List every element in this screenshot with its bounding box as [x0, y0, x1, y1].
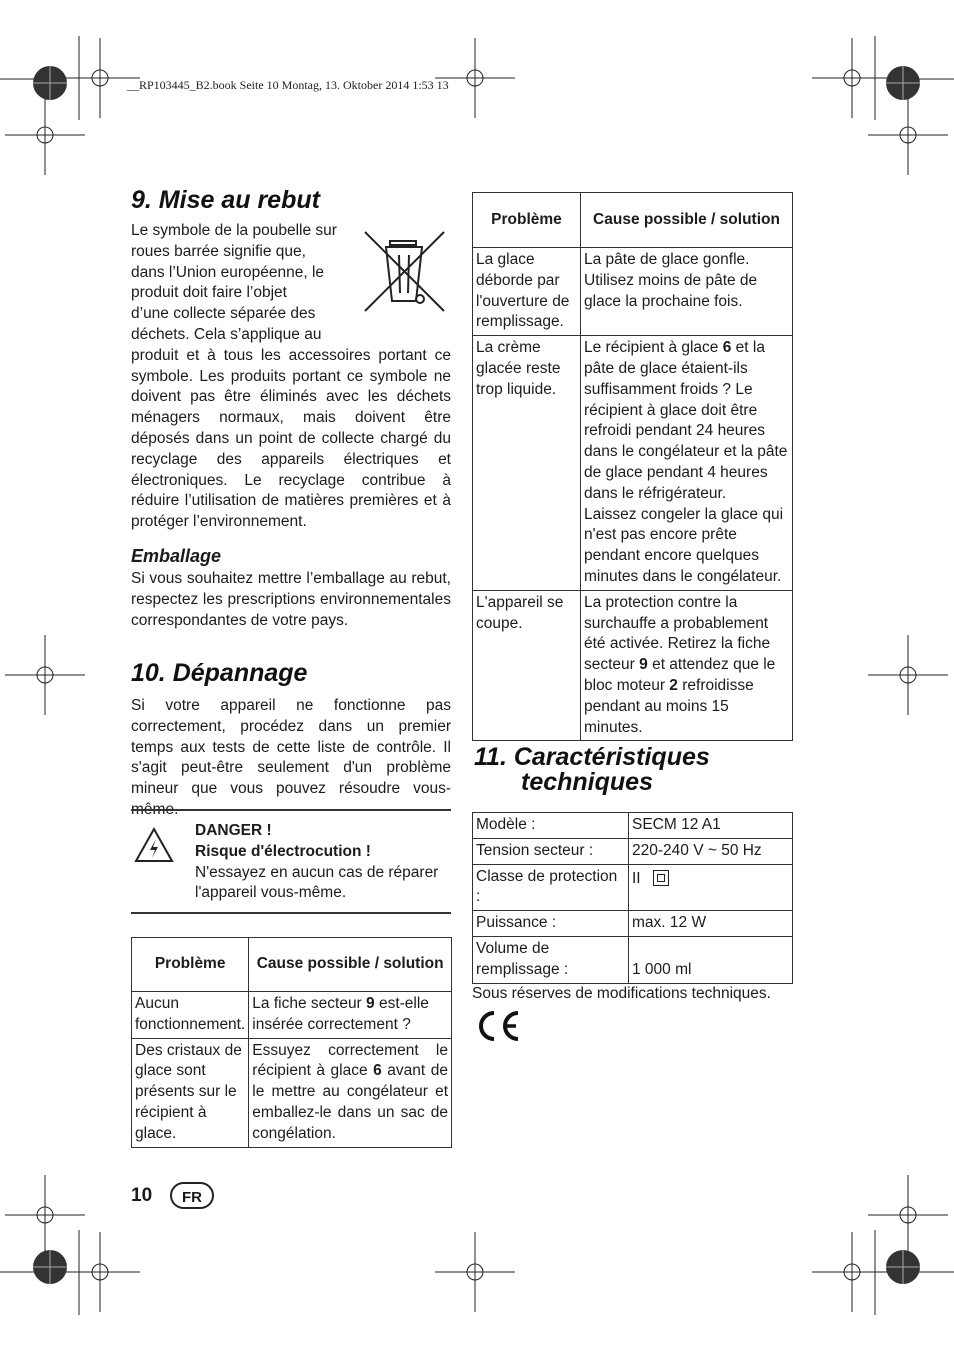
specifications-note: Sous réserves de modifications techniques. — [472, 985, 771, 1002]
problem-cell: L'appareil se coupe. — [473, 590, 581, 741]
spec-row-model: Modèle : SECM 12 A1 — [473, 813, 793, 839]
class-ii-icon — [653, 870, 669, 886]
danger-title: DANGER ! — [195, 822, 272, 839]
troubleshooting-table-1 — [131, 937, 452, 1148]
table-row — [473, 336, 793, 591]
problem-cell: Des cristaux de glace sont présents sur le récipient à glace. — [132, 1038, 249, 1147]
disposal-line: roues barrée signifie que, — [131, 242, 306, 260]
problem-cell: La crème glacée reste trop liquide. — [473, 336, 581, 591]
spec-row-volume: Volume de remplissage : 1 000 ml — [473, 936, 793, 983]
section-title-disposal: 9. Mise au rebut — [131, 186, 320, 214]
cause-cell: La protection contre la surchauffe a probablement été activée. Retirez la fiche secteur 9 et attendez que le bloc moteur 2 refroidisse pendant au moins 15 minutes. — [581, 590, 793, 741]
disposal-line: Le symbole de la poubelle sur — [131, 222, 337, 239]
disposal-line: produit doit faire l’objet — [131, 284, 287, 302]
file-info-header: __RP103445_B2.book Seite 10 Montag, 13. Oktober 2014 1:53 13 — [127, 78, 449, 92]
table-row — [132, 992, 452, 1039]
table-row — [132, 1038, 452, 1147]
danger-subtitle: Risque d'électrocution ! — [195, 842, 371, 860]
disposal-line: déchets. Cela s’applique au — [131, 325, 322, 343]
column-header-problem: Problème — [132, 938, 249, 992]
spec-row-protection-class: Classe de protection : II — [473, 864, 793, 911]
table-row — [473, 248, 793, 336]
disposal-line: dans l’Union européenne, le — [131, 263, 325, 281]
spec-row-voltage: Tension secteur : 220-240 V ~ 50 Hz — [473, 838, 793, 864]
section-title-troubleshooting: 10. Dépannage — [131, 659, 308, 687]
cause-cell: La pâte de glace gonfle. Utilisez moins de pâte de glace la prochaine fois. — [581, 248, 793, 336]
problem-cell: La glace déborde par l'ouverture de remplissage. — [473, 248, 581, 336]
troubleshooting-table-2 — [472, 192, 793, 741]
specifications-table — [472, 812, 793, 984]
column-header-cause: Cause possible / solution — [249, 938, 452, 992]
packaging-subtitle: Emballage — [131, 546, 222, 566]
disposal-paragraph: produit et à tous les accessoires portant ce symbole. Les produits portant ce symbole ne doivent pas être éliminés avec les déchets ménagers normaux, mais doivent être déposés dans un point de collecte chargé du recyclage des appareils électriques et électroniques. Le recyclage contribue à réduire l’utilisation de matières premières et à protéger l’environnement. — [131, 346, 451, 531]
table-row — [473, 590, 793, 741]
troubleshooting-intro: Si votre appareil ne fonctionne pas correctement, procédez dans un premier temps aux tests de cette liste de contrôle. Il s'agit peut-être seulement d'un problème mineur que vous pouvez résoudre vous-même. — [131, 697, 451, 818]
cause-cell: La fiche secteur 9 est-elle insérée correctement ? — [249, 992, 452, 1039]
problem-cell: Aucun fonctionnement. — [132, 992, 249, 1039]
column-header-problem: Problème — [473, 193, 581, 248]
danger-warning-box — [131, 809, 451, 914]
disposal-line: d’une collecte séparée des — [131, 305, 316, 323]
language-badge: FR — [170, 1182, 214, 1209]
crossed-out-bin-icon — [362, 229, 447, 315]
danger-text: N'essayez en aucun cas de réparer l'appareil vous-même. — [195, 863, 439, 902]
page-number: 10 — [131, 1185, 153, 1206]
packaging-text: Si vous souhaitez mettre l’emballage au rebut, respectez les prescriptions environnementales correspondantes de votre pays. — [131, 570, 451, 629]
cause-cell: Essuyez correctement le récipient à glace 6 avant de le mettre au congélateur et emballez-le dans un sac de congélation. — [249, 1038, 452, 1147]
ce-mark-icon — [474, 1009, 522, 1043]
electric-hazard-icon — [134, 827, 174, 863]
spec-row-power: Puissance : max. 12 W — [473, 911, 793, 937]
column-header-cause: Cause possible / solution — [581, 193, 793, 248]
cause-cell: Le récipient à glace 6 et la pâte de glace étaient-ils suffisamment froids ? Le récipient à glace doit être refroidi pendant 24 heures dans le congélateur et la pâte de glace pendant 4 heures dans le réfrigérateur. Laissez congeler la glace qui n'est pas encore prête pendant encore quelques minutes dans le congélateur. — [581, 336, 793, 591]
section-title-specifications: 11. Caractéristiques techniques — [474, 743, 710, 796]
